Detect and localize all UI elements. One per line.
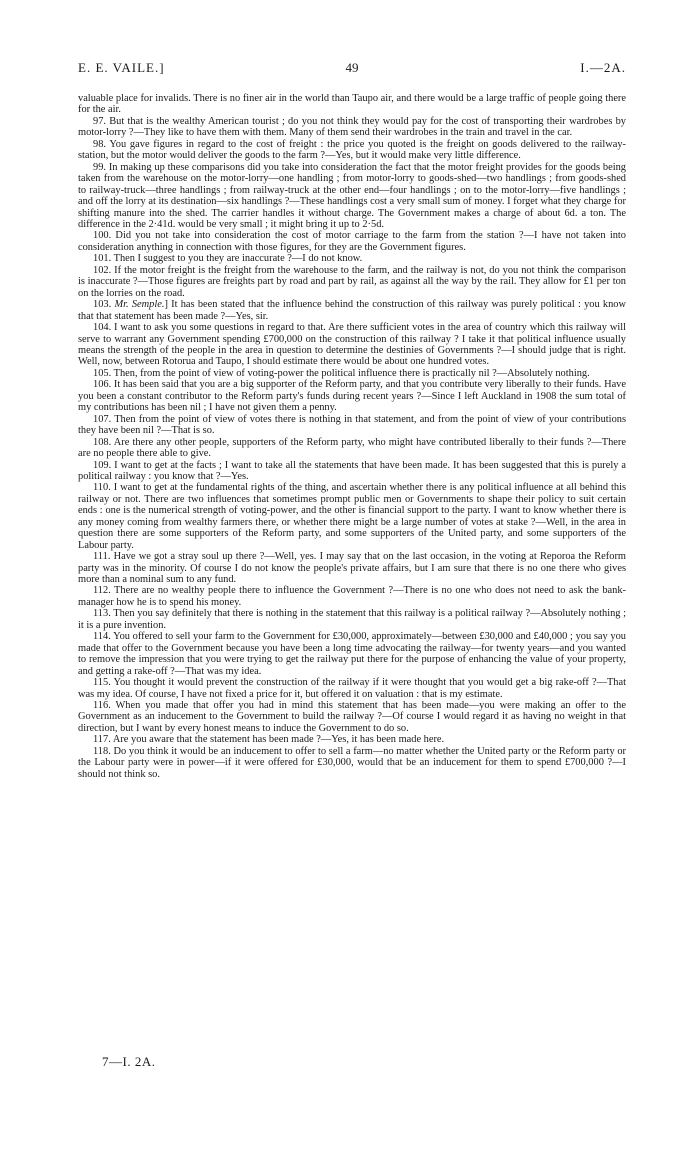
question-105: 105. Then, from the point of view of voting-power the political influence there is practically nil ?—Absolutely nothing.: [93, 367, 590, 379]
question-103: [78, 299, 626, 322]
question-110: 110. I want to get at the fundamental rights of the thing, and ascertain whether there is any political influence at all behind this railway or not. There are two influences that sometimes prompt public men or Governments to shape their policy to suit certain ends : one is the numerical strength of voting-power, and the other is financial support to the party. I want to know whether there is any money coming from wealthy farmers there, or whether there might be a large number of votes at stake ?—Well, in the area in question there are some supporters of the Reform party, and some supporters of the United party, and some supporters of the Labour party.: [78, 482, 626, 551]
question-111: 111. Have we got a stray soul up there ?—Well, yes. I may say that on the last occasion, in the voting at Reporoa the Reform party was in the minority. Of course I do not know the people's private affairs, but I am sure that there is no one there who gives more than a nominal sum to any fund.: [78, 551, 626, 586]
question-117: 117. Are you aware that the statement has been made ?—Yes, it has been made here.: [93, 734, 445, 746]
paragraph-continuation: valuable place for invalids. There is no finer air in the world than Taupo air, and there would be a large traffic of people going there for the air.: [78, 93, 626, 116]
witness-name-header: E. E. VAILE.]: [78, 60, 165, 75]
question-text: ] It has been stated that the influence behind the construction of this railway was purely political : you know that that statement has been made ?—Yes, sir.: [78, 299, 626, 322]
question-number: 103.: [93, 299, 115, 311]
question-98: 98. You gave figures in regard to the cost of freight : the price you quoted is the freight on goods delivered to the railway-station, but the motor would deliver the goods to the farm ?—Yes, but it would make very little difference.: [78, 138, 626, 162]
question-99: 99. In making up these comparisons did you take into consideration the fact that the motor freight provides for the goods being taken from the warehouse on the motor-lorry—one handling ; from motor-lorry to goods-shed—two handlings ; from goods-shed to railway-truck—three handlings ; from railway-truck at the other end—four handlings ; on to the motor-lorry—five handlings ; and off the lorry at its destination—six handlings ?—These handlings cost a very small sum of money. I forget what they charge for shifting manure into the shed. The carrier handles it without charge. The Government makes a charge of about 6d. a ton. The difference in the 2·41d. would be very small ; it might bring it up to 2·5d.: [78, 161, 626, 230]
running-header: [78, 60, 626, 80]
question-104: 104. I want to ask you some questions in regard to that. Are there sufficient votes in the area of country which this railway will serve to warrant any Government spending £700,000 on the construction of this railway ? I take it that political influence usually means the strength of the people in the area in question to determine the destinies of Governments ?—I should judge that is right. Well, now, between Rotorua and Taupo, I should estimate there would be about one hundred votes.: [78, 322, 626, 368]
question-101: 101. Then I suggest to you they are inaccurate ?—I do not know.: [93, 253, 363, 265]
question-108: 108. Are there any other people, supporters of the Reform party, who might have contributed liberally to their funds ?—There are no people there able to give.: [78, 436, 626, 460]
question-115: 115. You thought it would prevent the construction of the railway if it were thought that you would get a big rake-off ?—That was my idea. Of course, I have not fixed a price for it, but offered it on valuation : that is my estimate.: [78, 677, 626, 700]
question-107: 107. Then from the point of view of votes there is nothing in that statement, and from the point of view of your contributions they have been nil ?—That is so.: [78, 413, 626, 437]
printer-signature: 7—I. 2A.: [102, 1054, 156, 1069]
question-114: 114. You offered to sell your farm to the Government for £30,000, approximately—between £30,000 and £40,000 ; you say you made that offer to the Government because you have been a long time advocating the railway—for twenty years—and you wanted to remove the impression that you were trying to get the railway put there for the purpose of enhancing the value of your property, and getting a rake-off ?—That was my idea.: [78, 631, 626, 677]
page-number: 49: [345, 60, 359, 75]
question-118: 118. Do you think it would be an inducement to offer to sell a farm—no matter whether the United party or the Reform party or the Labour party were in power—if it were offered for £30,000, would that be an inducement for them to spend £700,000 ?—I should not think so.: [78, 745, 626, 780]
question-97: 97. But that is the wealthy American tourist ; do you not think they would pay for the cost of transporting their wardrobes by motor-lorry ?—They like to have them with them. Many of them send their wardrobes in the train and travel in the car.: [78, 115, 626, 139]
question-106: 106. It has been said that you are a big supporter of the Reform party, and that you contribute very liberally to their funds. Have you been a constant contributor to the Reform party's funds during recent years ?—Since I left Auckland in 1908 the sum total of my contributions has been nil ; I have not given them a penny.: [78, 379, 626, 414]
question-112: 112. There are no wealthy people there to influence the Government ?—There is no one who does not need to ask the bank-manager how he is to spend his money.: [78, 585, 626, 608]
transcript-body: [78, 93, 626, 780]
speaker-name: Mr. Semple.: [114, 299, 165, 311]
question-100: 100. Did you not take into consideration the cost of motor carriage to the farm from the station ?—I have not taken into consideration anything in connection with those figures, for they are the Government figures.: [78, 230, 626, 253]
question-109: 109. I want to get at the facts ; I want to take all the statements that have been made. It has been suggested that this is purely a political railway : you know that ?—Yes.: [78, 459, 626, 482]
question-116: 116. When you made that offer you had in mind this statement that has been made—you were making an offer to the Government as an inducement to the Government to build the railway ?—Of course I would regard it as having no weight in that direction, but I want by every honest means to induce the Government to do so.: [78, 700, 626, 734]
question-113: 113. Then you say definitely that there is nothing in the statement that this railway is a political railway ?—Absolutely nothing ; it is a pure invention.: [78, 608, 626, 631]
question-102: 102. If the motor freight is the freight from the warehouse to the farm, and the railway is not, do you not think the comparison is inaccurate ?—Those figures are freights part by road and part by rail, as against all the way by the rail. They allow for £1 per ton on the lorries on the road.: [78, 264, 626, 299]
paper-reference: I.—2A.: [580, 60, 626, 75]
